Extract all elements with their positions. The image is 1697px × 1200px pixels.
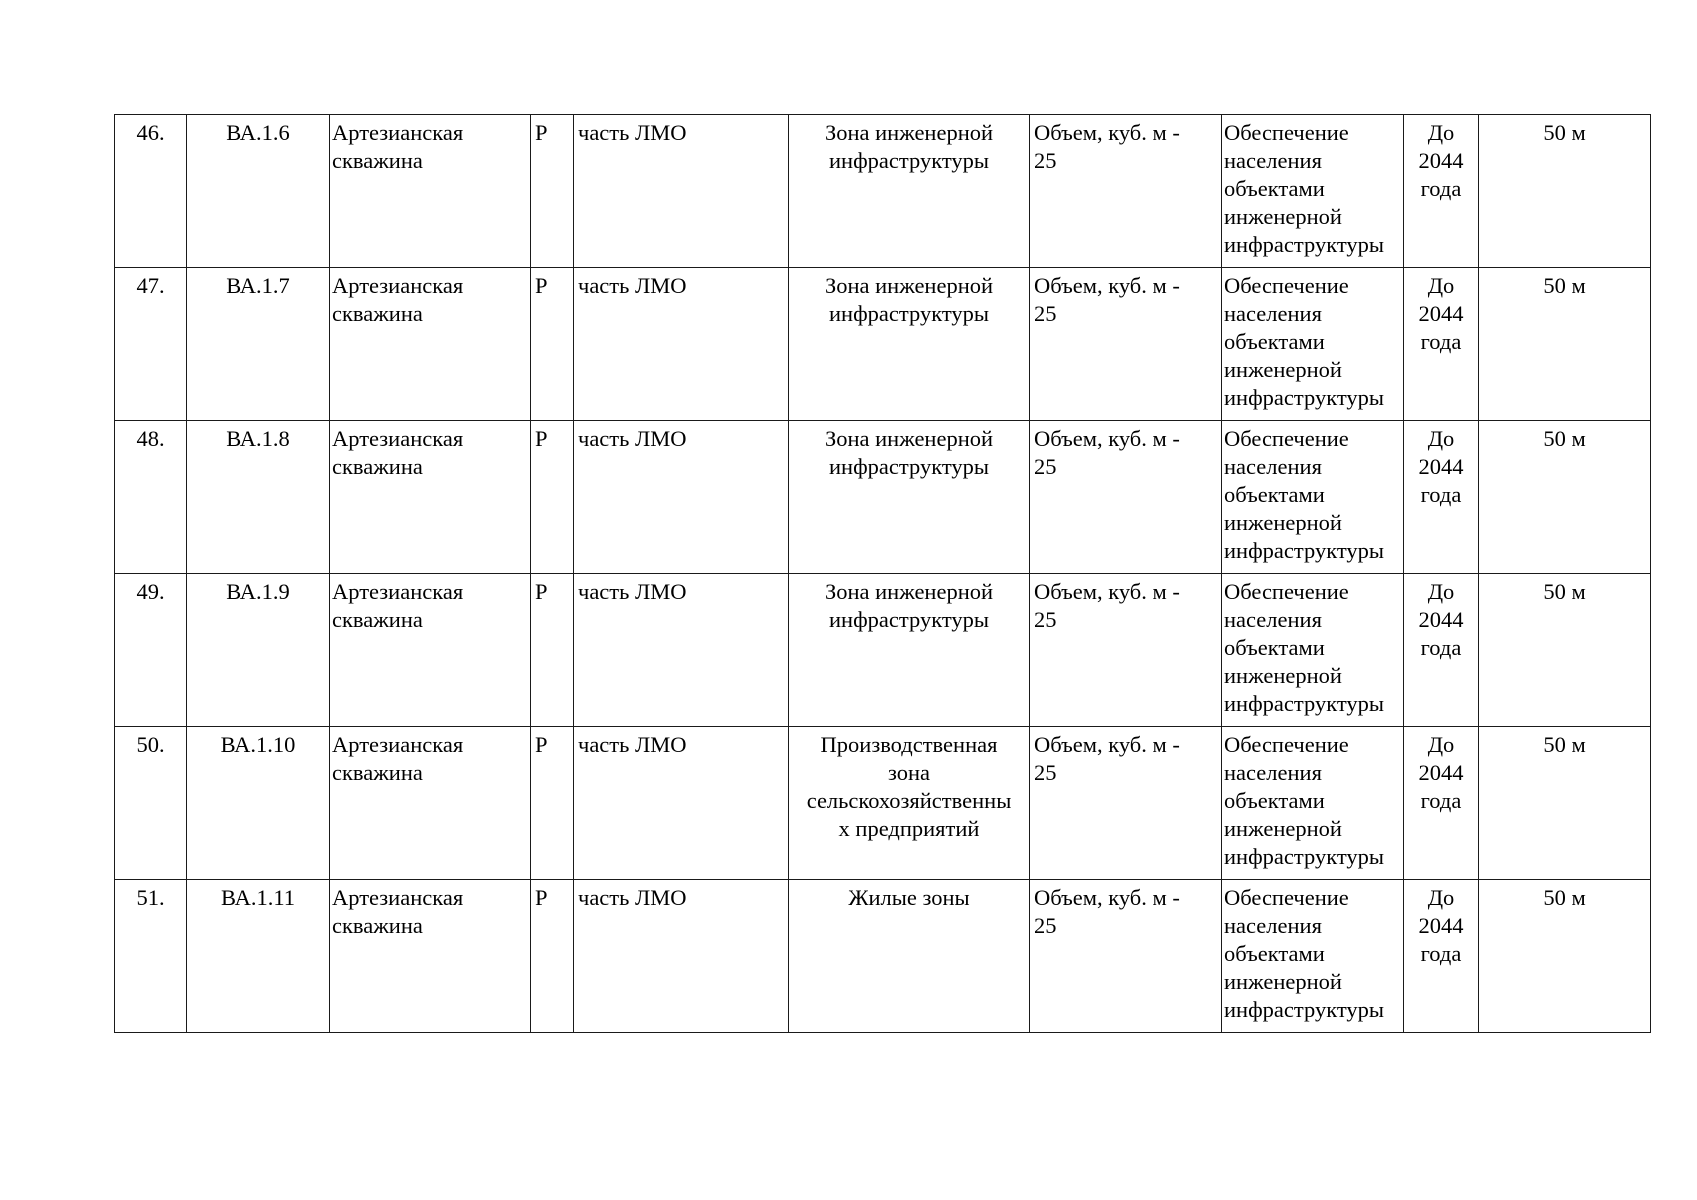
characteristic-line: 25: [1034, 607, 1057, 632]
purpose-line: Обеспечение: [1224, 273, 1349, 298]
purpose-cell: [1222, 727, 1404, 880]
functional-zone-line: Зона инженерной: [824, 426, 994, 451]
object-name-cell: [330, 727, 531, 880]
status-cell: Р: [531, 421, 574, 574]
functional-zone-line: Производственная: [820, 732, 998, 757]
object-name-line: скважина: [332, 607, 423, 632]
purpose-cell: [1222, 268, 1404, 421]
location-cell: часть ЛМО: [574, 574, 789, 727]
purpose-line: Обеспечение: [1224, 885, 1349, 910]
purpose-line: инженерной: [1224, 663, 1342, 688]
characteristic-line: Объем, куб. м -: [1034, 579, 1180, 604]
deadline-line: года: [1420, 176, 1462, 201]
purpose-line: населения: [1224, 148, 1322, 173]
row-number-cell: 49.: [115, 574, 187, 727]
status-cell: Р: [531, 574, 574, 727]
purpose-cell: [1222, 421, 1404, 574]
deadline-line: До: [1427, 273, 1455, 298]
row-number-cell: 50.: [115, 727, 187, 880]
characteristic-line: Объем, куб. м -: [1034, 426, 1180, 451]
functional-zone-line: сельскохозяйственны: [806, 788, 1012, 813]
status-cell: Р: [531, 880, 574, 1033]
characteristic-cell: [1030, 268, 1222, 421]
status-cell: Р: [531, 268, 574, 421]
object-name-line: Артезианская: [332, 273, 464, 298]
purpose-line: инфраструктуры: [1224, 232, 1384, 257]
functional-zone-line: Жилые зоны: [848, 885, 970, 910]
protection-zone-cell: 50 м: [1479, 727, 1651, 880]
protection-zone-cell: 50 м: [1479, 574, 1651, 727]
deadline-line: 2044: [1418, 760, 1464, 785]
functional-zone-line: инфраструктуры: [829, 454, 989, 479]
functional-zone-cell: [789, 574, 1030, 727]
deadline-line: До: [1427, 579, 1455, 604]
characteristic-line: 25: [1034, 301, 1057, 326]
object-name-line: Артезианская: [332, 426, 464, 451]
status-cell: Р: [531, 727, 574, 880]
purpose-line: населения: [1224, 301, 1322, 326]
location-cell: часть ЛМО: [574, 880, 789, 1033]
location-cell: часть ЛМО: [574, 727, 789, 880]
protection-zone-cell: 50 м: [1479, 421, 1651, 574]
purpose-line: инженерной: [1224, 510, 1342, 535]
deadline-line: 2044: [1418, 301, 1464, 326]
characteristic-line: Объем, куб. м -: [1034, 885, 1180, 910]
location-cell: часть ЛМО: [574, 421, 789, 574]
purpose-line: объектами: [1224, 176, 1325, 201]
object-code-cell: ВА.1.7: [187, 268, 330, 421]
deadline-cell: [1404, 880, 1479, 1033]
object-name-line: скважина: [332, 913, 423, 938]
facilities-table: [114, 114, 1651, 1033]
table-row: [115, 880, 1651, 1033]
object-name-line: скважина: [332, 148, 423, 173]
object-name-line: скважина: [332, 760, 423, 785]
object-name-cell: [330, 115, 531, 268]
protection-zone-cell: 50 м: [1479, 115, 1651, 268]
deadline-cell: [1404, 115, 1479, 268]
purpose-line: объектами: [1224, 941, 1325, 966]
characteristic-line: Объем, куб. м -: [1034, 732, 1180, 757]
purpose-line: Обеспечение: [1224, 732, 1349, 757]
functional-zone-line: Зона инженерной: [824, 120, 994, 145]
purpose-line: Обеспечение: [1224, 579, 1349, 604]
object-name-line: Артезианская: [332, 885, 464, 910]
purpose-line: инфраструктуры: [1224, 997, 1384, 1022]
object-name-line: Артезианская: [332, 732, 464, 757]
object-name-cell: [330, 268, 531, 421]
functional-zone-line: зона: [887, 760, 931, 785]
deadline-line: До: [1427, 120, 1455, 145]
table-row: [115, 115, 1651, 268]
purpose-cell: [1222, 880, 1404, 1033]
status-cell: Р: [531, 115, 574, 268]
characteristic-line: 25: [1034, 148, 1057, 173]
functional-zone-cell: [789, 421, 1030, 574]
characteristic-cell: [1030, 115, 1222, 268]
characteristic-cell: [1030, 421, 1222, 574]
deadline-line: 2044: [1418, 607, 1464, 632]
protection-zone-cell: 50 м: [1479, 880, 1651, 1033]
characteristic-line: Объем, куб. м -: [1034, 273, 1180, 298]
location-cell: часть ЛМО: [574, 115, 789, 268]
deadline-line: года: [1420, 482, 1462, 507]
purpose-line: объектами: [1224, 635, 1325, 660]
purpose-line: инфраструктуры: [1224, 538, 1384, 563]
characteristic-cell: [1030, 880, 1222, 1033]
deadline-line: года: [1420, 941, 1462, 966]
table-row: [115, 727, 1651, 880]
characteristic-line: Объем, куб. м -: [1034, 120, 1180, 145]
purpose-line: инженерной: [1224, 357, 1342, 382]
functional-zone-line: х предприятий: [838, 816, 980, 841]
purpose-line: инженерной: [1224, 204, 1342, 229]
characteristic-cell: [1030, 574, 1222, 727]
object-code-cell: ВА.1.6: [187, 115, 330, 268]
table-row: [115, 268, 1651, 421]
purpose-line: населения: [1224, 913, 1322, 938]
protection-zone-cell: 50 м: [1479, 268, 1651, 421]
object-name-cell: [330, 421, 531, 574]
purpose-line: Обеспечение: [1224, 120, 1349, 145]
object-code-cell: ВА.1.11: [187, 880, 330, 1033]
table-row: [115, 574, 1651, 727]
purpose-line: инженерной: [1224, 969, 1342, 994]
deadline-line: 2044: [1418, 148, 1464, 173]
row-number-cell: 46.: [115, 115, 187, 268]
object-code-cell: ВА.1.10: [187, 727, 330, 880]
deadline-line: года: [1420, 635, 1462, 660]
functional-zone-cell: [789, 880, 1030, 1033]
functional-zone-line: Зона инженерной: [824, 273, 994, 298]
object-code-cell: ВА.1.9: [187, 574, 330, 727]
characteristic-line: 25: [1034, 760, 1057, 785]
deadline-line: До: [1427, 732, 1455, 757]
purpose-line: Обеспечение: [1224, 426, 1349, 451]
deadline-cell: [1404, 421, 1479, 574]
characteristic-line: 25: [1034, 454, 1057, 479]
purpose-line: населения: [1224, 760, 1322, 785]
functional-zone-line: инфраструктуры: [829, 607, 989, 632]
deadline-line: года: [1420, 788, 1462, 813]
purpose-cell: [1222, 574, 1404, 727]
functional-zone-line: инфраструктуры: [829, 148, 989, 173]
purpose-line: населения: [1224, 454, 1322, 479]
functional-zone-cell: [789, 268, 1030, 421]
purpose-line: инфраструктуры: [1224, 691, 1384, 716]
row-number-cell: 51.: [115, 880, 187, 1033]
object-name-cell: [330, 574, 531, 727]
functional-zone-cell: [789, 727, 1030, 880]
functional-zone-line: инфраструктуры: [829, 301, 989, 326]
deadline-line: 2044: [1418, 913, 1464, 938]
location-cell: часть ЛМО: [574, 268, 789, 421]
deadline-line: До: [1427, 426, 1455, 451]
table-row: [115, 421, 1651, 574]
row-number-cell: 48.: [115, 421, 187, 574]
purpose-line: инфраструктуры: [1224, 385, 1384, 410]
table-body: [115, 115, 1651, 1033]
object-name-line: скважина: [332, 454, 423, 479]
functional-zone-line: Зона инженерной: [824, 579, 994, 604]
object-code-cell: ВА.1.8: [187, 421, 330, 574]
deadline-cell: [1404, 574, 1479, 727]
row-number-cell: 47.: [115, 268, 187, 421]
characteristic-cell: [1030, 727, 1222, 880]
object-name-line: Артезианская: [332, 120, 464, 145]
object-name-line: скважина: [332, 301, 423, 326]
deadline-cell: [1404, 727, 1479, 880]
object-name-cell: [330, 880, 531, 1033]
purpose-line: объектами: [1224, 482, 1325, 507]
deadline-line: года: [1420, 329, 1462, 354]
functional-zone-cell: [789, 115, 1030, 268]
purpose-cell: [1222, 115, 1404, 268]
characteristic-line: 25: [1034, 913, 1057, 938]
object-name-line: Артезианская: [332, 579, 464, 604]
purpose-line: инженерной: [1224, 816, 1342, 841]
deadline-cell: [1404, 268, 1479, 421]
purpose-line: населения: [1224, 607, 1322, 632]
purpose-line: объектами: [1224, 788, 1325, 813]
deadline-line: 2044: [1418, 454, 1464, 479]
deadline-line: До: [1427, 885, 1455, 910]
purpose-line: инфраструктуры: [1224, 844, 1384, 869]
purpose-line: объектами: [1224, 329, 1325, 354]
